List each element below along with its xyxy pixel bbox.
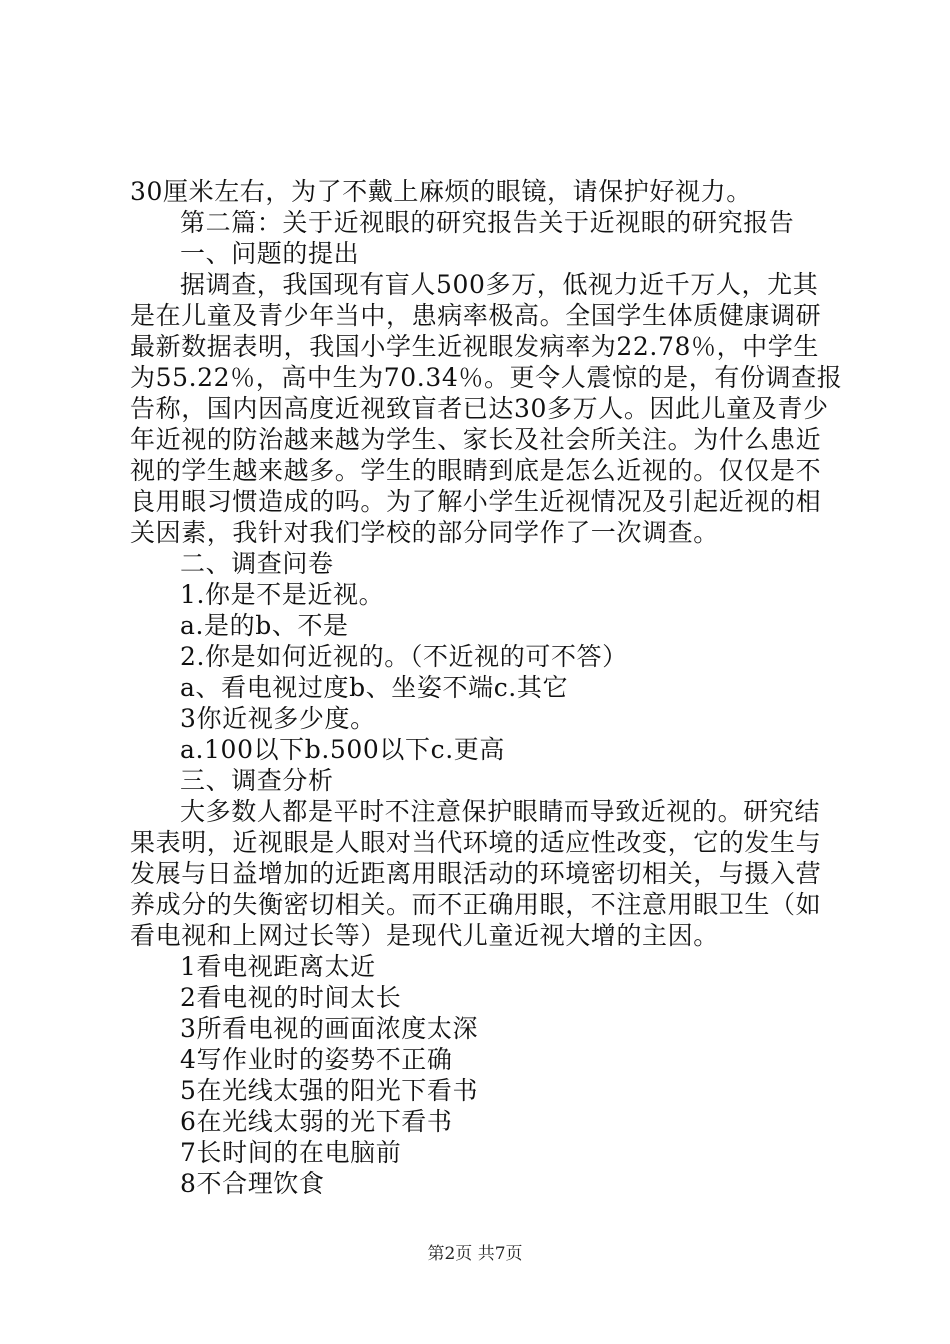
body-line: 养成分的失衡密切相关。而不正确用眼，不注意用眼卫生（如 (130, 890, 822, 919)
list-item: 4写作业时的姿势不正确 (180, 1045, 453, 1074)
questionnaire-item: a.100以下b.500以下c.更高 (180, 735, 505, 764)
list-item: 7长时间的在电脑前 (180, 1138, 402, 1167)
body-line: 是在儿童及青少年当中，患病率极高。全国学生体质健康调研 (130, 301, 822, 330)
paragraph-first-line: 大多数人都是平时不注意保护眼睛而导致近视的。研究结 (180, 797, 821, 826)
subsection-heading: 一、问题的提出 (180, 239, 360, 268)
body-line: 关因素，我针对我们学校的部分同学作了一次调查。 (130, 518, 719, 547)
page-number-footer: 第2页 共7页 (427, 1244, 523, 1264)
paragraph-first-line: 据调查，我国现有盲人500多万，低视力近千万人，尤其 (180, 270, 819, 299)
document-body (130, 176, 843, 1199)
list-item: 3所看电视的画面浓度太深 (180, 1014, 479, 1043)
questionnaire-item: 1.你是不是近视。 (180, 580, 385, 609)
body-line: 良用眼习惯造成的吗。为了解小学生近视情况及引起近视的相 (130, 487, 822, 516)
list-item: 5在光线太强的阳光下看书 (180, 1076, 479, 1105)
questionnaire-item: 2.你是如何近视的。（不近视的可不答） (180, 642, 628, 671)
list-item: 8不合理饮食 (180, 1169, 325, 1198)
questionnaire-item: a、看电视过度b、坐姿不端c.其它 (180, 673, 569, 702)
body-line: 看电视和上网过长等）是现代儿童近视大增的主因。 (130, 921, 719, 950)
body-line: 最新数据表明，我国小学生近视眼发病率为22.78％，中学生 (130, 332, 819, 361)
subsection-heading: 二、调查问卷 (180, 549, 334, 578)
body-line: 30厘米左右，为了不戴上麻烦的眼镜，请保护好视力。 (130, 177, 752, 206)
list-item: 1看电视距离太近 (180, 952, 376, 981)
questionnaire-item: 3你近视多少度。 (180, 704, 376, 733)
list-item: 6在光线太弱的光下看书 (180, 1107, 453, 1136)
body-line: 年近视的防治越来越为学生、家长及社会所关注。为什么患近 (130, 425, 822, 454)
body-line: 告称，国内因高度近视致盲者已达30多万人。因此儿童及青少 (130, 394, 829, 423)
body-line: 发展与日益增加的近距离用眼活动的环境密切相关，与摄入营 (130, 859, 822, 888)
body-line: 果表明，近视眼是人眼对当代环境的适应性改变，它的发生与 (130, 828, 822, 857)
list-item: 2看电视的时间太长 (180, 983, 402, 1012)
body-line: 为55.22％，高中生为70.34％。更令人震惊的是，有份调查报 (130, 363, 843, 392)
body-line: 视的学生越来越多。学生的眼睛到底是怎么近视的。仅仅是不 (130, 456, 822, 485)
subsection-heading: 三、调查分析 (180, 766, 334, 795)
section-heading: 第二篇：关于近视眼的研究报告关于近视眼的研究报告 (180, 208, 795, 237)
questionnaire-item: a.是的b、不是 (180, 611, 349, 640)
